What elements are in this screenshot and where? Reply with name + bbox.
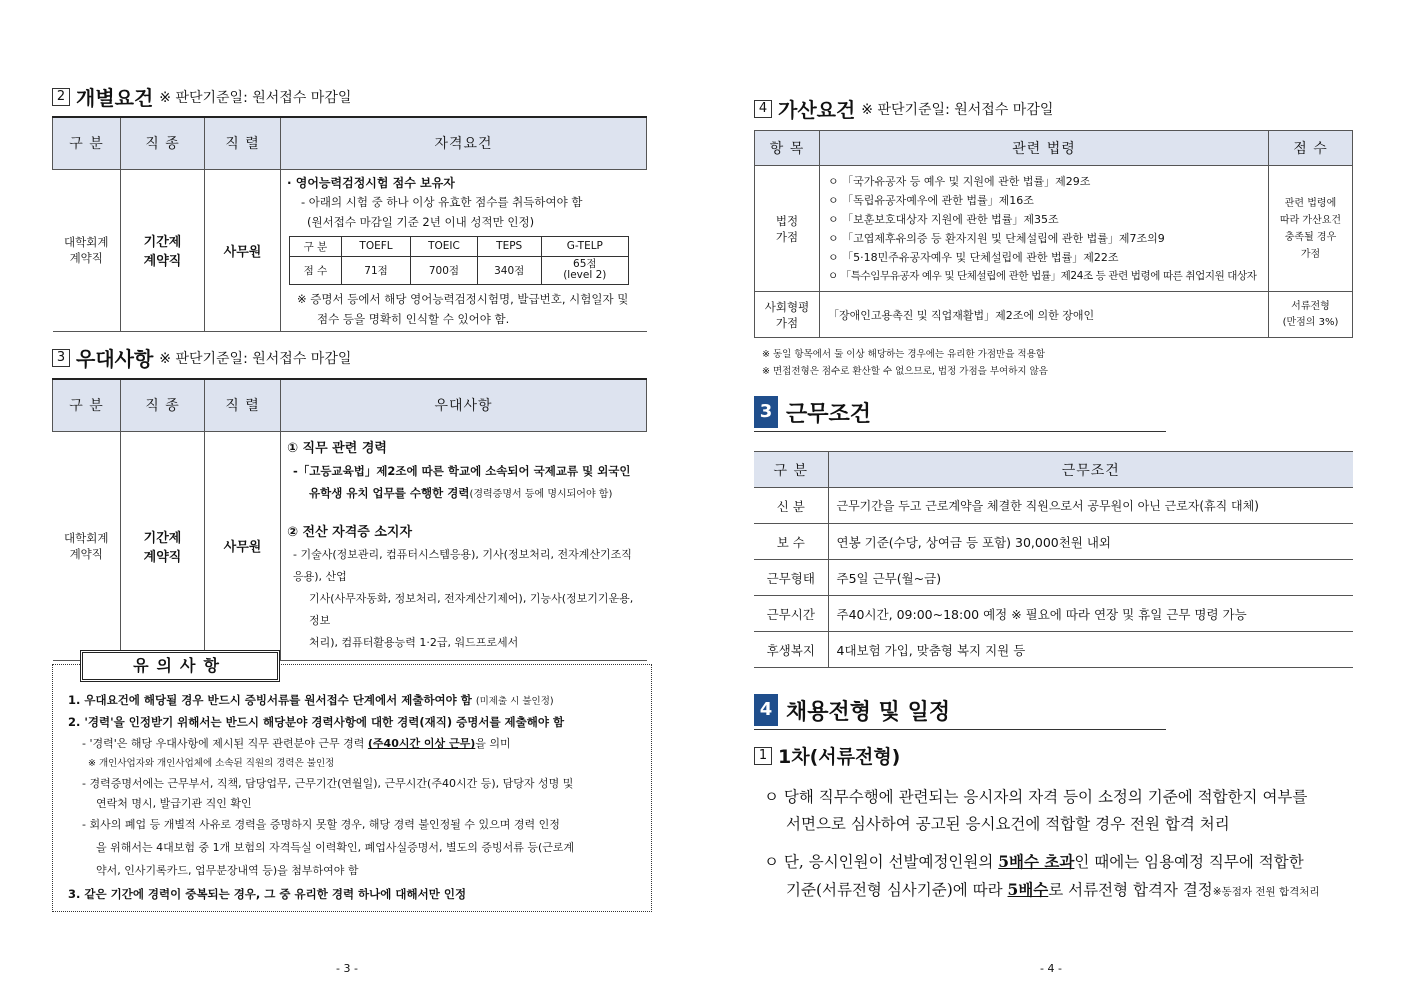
section-3-heading: [52, 343, 351, 372]
notice-content: 1. 우대요건에 해당될 경우 반드시 증빙서류를 원서접수 단계에서 제출하여야 함 (미제출 시 불인정) 2. '경력'을 인정받기 위해서는 반드시 해당분야 경력사항에 대한 경력(재직) 증명서를 제출해야 함 - '경력'은 해당 우대사항에 제시된 직무 관련분야 근무 경력 (주40시간 이상 근무)을 의미 ※ 개인사업자와 개인사업체에 소속된 직원의 경력은 불인정 - 경력증명서에는 근무부서, 직책, 담당업무, 근무기간(연월일), 근무시간(주40시간 등), 담당자 성명 및 연락처 명시, 발급기관 직인 확인 - 회사의 폐업 등 개별적 사유로 경력을 증명하지 못할 경우, 해당 경력 불인정될 수 있으며 경력 인정 을 위해서는 4대보험 중 1개 보험의 자격득실 이력확인, 폐업사실증명서, 별도의 증빙서류 등(근로계 약서, 인사기록카드, 업무분장내역 등)을 첨부하여야 함 3. 같은 기간에 경력이 중복되는 경우, 그 중 유리한 경력 하나에 대해서만 인정: [68, 693, 575, 901]
cell-label: 법정 가점: [755, 166, 820, 292]
section-number: 4: [754, 100, 772, 118]
bonus-table: [754, 130, 1353, 338]
cell-gubun: 대학회계 계약직: [53, 431, 121, 660]
cond-value: 주40시간, 09:00~18:00 예정 ※ 필요에 따라 연장 및 휴일 근무 명령 가능: [828, 596, 1353, 632]
cell-jikryeol: 사무원: [205, 169, 281, 331]
cond-label: 근무시간: [754, 596, 828, 632]
section-title: 우대사항: [76, 347, 154, 371]
work-conditions-table: [754, 451, 1353, 668]
cell-label: 사회형평 가점: [755, 292, 820, 338]
chapter-number: 3: [754, 396, 778, 428]
col-header: 근무조건: [828, 452, 1353, 488]
section-number: 3: [52, 349, 70, 367]
page-number: - 3 -: [336, 962, 358, 975]
screening-description: ㅇ 당해 직무수행에 관련되는 응시자의 자격 등이 소정의 기준에 적합한지 여부를 서면으로 심사하여 공고된 응시요건에 적합할 경우 전원 합격 처리 ㅇ 단, 응시인원이 선발예정인원의 5배수 초과인 때에는 임용예정 직무에 적합한 기준(서류전형 심사기준)에 따라 5배수로 서류전형 합격자 결정※동점자 전원 합격처리: [764, 788, 1320, 899]
cell-gubun: 대학회계 계약직: [53, 169, 121, 331]
eligibility-table: [52, 116, 647, 332]
preference-table: [52, 378, 647, 661]
section-note: ※ 판단기준일: 원서접수 마감일: [159, 89, 352, 106]
cell-score: 서류전형 (만점의 3%): [1269, 292, 1353, 338]
cell-jikjong: 기간제 계약직: [121, 431, 205, 660]
col-header: 구 분: [53, 379, 121, 431]
score-table: 구 분 TOEFL TOEIC TEPS G-TELP 점 수 71점 700점 340점 65점 (level 2): [289, 236, 629, 285]
work-conditions-heading: [754, 396, 1166, 432]
document-screening-heading: [754, 742, 900, 769]
chapter-title: 근무조건: [786, 401, 872, 427]
cond-label: 근무형태: [754, 560, 828, 596]
section-number: 2: [52, 88, 70, 106]
col-header: 구 분: [53, 117, 121, 169]
selection-process-heading: [754, 694, 1166, 730]
col-header: 직 종: [121, 379, 205, 431]
section-title: 1차(서류전형): [778, 746, 901, 768]
section-note: ※ 판단기준일: 원서접수 마감일: [861, 101, 1054, 118]
section-4-heading: [754, 94, 1053, 123]
cell-laws: ㅇ 「국가유공자 등 예우 및 지원에 관한 법률」제29조 ㅇ 「독립유공자예우에 관한 법률」제16조 ㅇ 「보훈보호대상자 지원에 관한 법률」제35조 ㅇ 「고엽제후유의증 등 환자지원 및 단체설립에 관한 법률」제7조의9 ㅇ 「5·18민주유공자예우 및 단체설립에 관한 법률」제22조 ㅇ 「특수임무유공자 예우 및 단체설립에 관한 법률」제24조 등 관련 법령에 따른 취업지원 대상자: [820, 166, 1269, 292]
notice-title: 유의사항: [80, 650, 280, 682]
section-number: 1: [754, 747, 772, 765]
cell-law: 「장애인고용촉진 및 직업재활법」제2조에 의한 장애인: [820, 292, 1269, 338]
cond-value: 4대보험 가입, 맞춤형 복지 지원 등: [828, 632, 1353, 668]
cell-requirements: · 영어능력검정시험 점수 보유자 - 아래의 시험 중 하나 이상 유효한 점수를 취득하여야 함 (원서접수 마감일 기준 2년 이내 성적만 인정) 구 분 TOEFL TOEIC TEPS G-TELP 점 수 71점 700점 340점 65점 (level 2) ※ 증명서 등에서 해당 영어능력검정시험명, 발급번호, 시험일자 및 점수 등을 명확히 인식할 수 있어야 함.: [281, 169, 647, 331]
col-header: 구 분: [754, 452, 828, 488]
cond-value: 주5일 근무(월~금): [828, 560, 1353, 596]
section-note: ※ 판단기준일: 원서접수 마감일: [159, 350, 352, 367]
col-header: 항 목: [755, 131, 820, 166]
col-header: 직 렬: [205, 117, 281, 169]
cond-label: 보 수: [754, 524, 828, 560]
col-header: 관련 법령: [820, 131, 1269, 166]
col-header: 자격요건: [281, 117, 647, 169]
chapter-title: 채용전형 및 일정: [786, 699, 951, 725]
col-header: 우대사항: [281, 379, 647, 431]
cell-jikryeol: 사무원: [205, 431, 281, 660]
cell-jikjong: 기간제 계약직: [121, 169, 205, 331]
cell-preferences: ① 직무 관련 경력 -「고등교육법」제2조에 따른 학교에 소속되어 국제교류 및 외국인 유학생 유치 업무를 수행한 경력(경력증명서 등에 명시되어야 함) ② 전산 자격증 소지자 - 기술사(정보관리, 컴퓨터시스템응용), 기사(정보처리, 전자계산기조직응용), 산업 기사(사무자동화, 정보처리, 전자계산기제어), 기능사(정보기기운용, 정보 처리), 컴퓨터활용능력 1·2급, 워드프로세서: [281, 431, 647, 660]
cond-value: 근무기간을 두고 근로계약을 체결한 직원으로서 공무원이 아닌 근로자(휴직 대체): [828, 488, 1353, 524]
cond-label: 후생복지: [754, 632, 828, 668]
page-number: - 4 -: [1040, 962, 1062, 975]
section-2-heading: [52, 82, 351, 111]
section-title: 개별요건: [76, 86, 154, 110]
chapter-number: 4: [754, 694, 778, 726]
section-title: 가산요건: [778, 98, 856, 122]
col-header: 점 수: [1269, 131, 1353, 166]
cond-label: 신 분: [754, 488, 828, 524]
cell-score: 관련 법령에 따라 가산요건 충족될 경우 가점: [1269, 166, 1353, 292]
col-header: 직 렬: [205, 379, 281, 431]
col-header: 직 종: [121, 117, 205, 169]
cond-value: 연봉 기준(수당, 상여금 등 포함) 30,000천원 내외: [828, 524, 1353, 560]
bonus-notes: ※ 동일 항목에서 둘 이상 해당하는 경우에는 유리한 가점만을 적용함 ※ 면접전형은 점수로 환산할 수 없으므로, 법정 가점을 부여하지 않음: [762, 349, 1048, 377]
